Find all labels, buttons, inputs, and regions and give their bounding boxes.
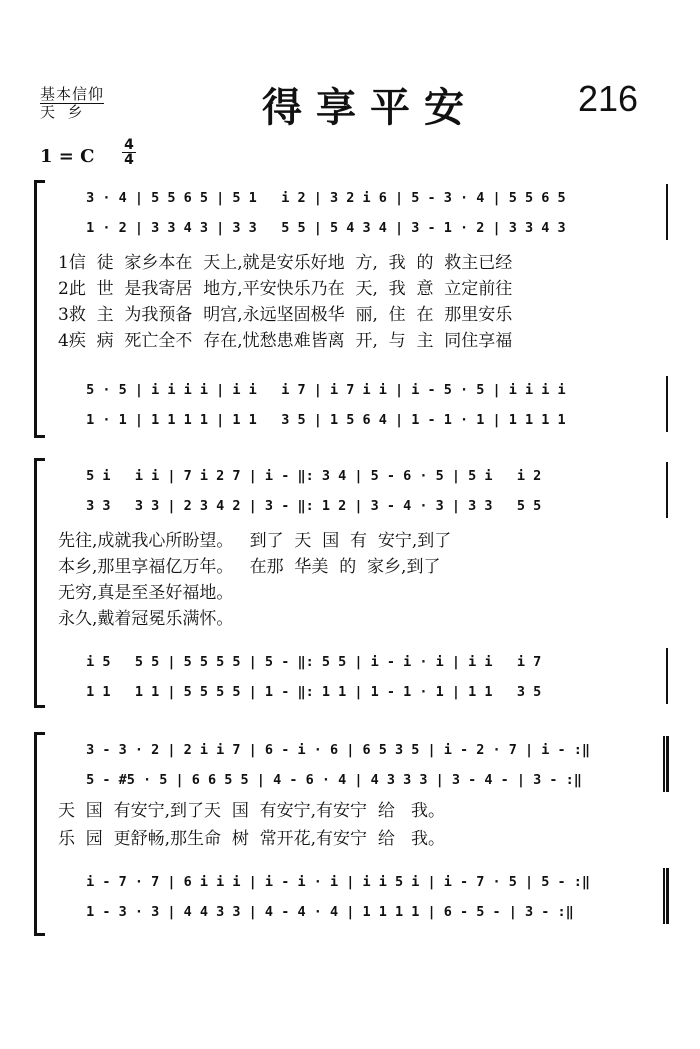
alto-line: 3 3 3 3 | 2 3 4 2 | 3 - ‖: 1 2 | 3 - 4 · 3 | 3 3 5 5 — [78, 498, 542, 514]
tenor-line: i 5 5 5 | 5 5 5 5 | 5 - ‖: 5 5 | i - i · i | i i i 7 — [78, 654, 542, 670]
lyric-verse-1: 先往,成就我心所盼望。 到了 天 国 有 安宁,到了 — [58, 531, 452, 551]
tune-name: 天 乡 — [40, 103, 84, 121]
time-denominator: 4 — [122, 152, 136, 167]
lyric-verse-4: 永久,戴着冠冕乐满怀。 — [58, 609, 234, 629]
time-signature — [122, 138, 136, 167]
tenor-line: i - 7 · 7 | 6 i i i | i - i · i | i i 5 i | i - 7 · 5 | 5 - :‖ — [78, 874, 591, 890]
lyric-verse-1: 1信 徒 家乡本在 天上,就是安乐好地 方, 我 的 救主已经 — [58, 253, 513, 273]
lyric-verse-2: 乐 园 更舒畅,那生命 树 常开花,有安宁 给 我。 — [58, 829, 446, 849]
alto-line: 5 - #5 · 5 | 6 6 5 5 | 4 - 6 · 4 | 4 3 3 3 | 3 - 4 - | 3 - :‖ — [78, 772, 582, 788]
score-system-1 — [34, 180, 667, 438]
category-label: 基本信仰 — [40, 85, 105, 103]
system-brace — [34, 180, 45, 438]
lyric-verse-4: 4疾 病 死亡全不 存在,忧愁患难皆离 开, 与 主 同住享福 — [58, 331, 513, 351]
lyric-verse-3: 3救 主 为我预备 明宫,永远坚固极华 丽, 住 在 那里安乐 — [58, 305, 513, 325]
melody-line: 3 · 4 | 5 5 6 5 | 5 1 i 2 | 3 2 i 6 | 5 - 3 · 4 | 5 5 6 5 — [78, 190, 566, 206]
melody-line: 3 - 3 · 2 | 2 i i 7 | 6 - i · 6 | 6 5 3 5 | i - 2 · 7 | i - :‖ — [78, 742, 591, 758]
time-numerator: 4 — [124, 137, 134, 153]
tenor-line: 5 · 5 | i i i i | i i i 7 | i 7 i i | i - 5 · 5 | i i i i — [78, 382, 566, 398]
lyric-verse-2: 2此 世 是我寄居 地方,平安快乐乃在 天, 我 意 立定前往 — [58, 279, 513, 299]
lyric-verse-2: 本乡,那里享福亿万年。 在那 华美 的 家乡,到了 — [58, 557, 441, 577]
lyric-verse-1: 天 国 有安宁,到了天 国 有安宁,有安宁 给 我。 — [58, 801, 446, 821]
bass-line: 1 1 1 1 | 5 5 5 5 | 1 - ‖: 1 1 | 1 - 1 · 1 | 1 1 3 5 — [78, 684, 542, 700]
hymn-number: 216 — [578, 78, 639, 119]
system-brace — [34, 458, 45, 708]
page-title: 得享平安 — [262, 84, 478, 131]
key-signature: 1 = C — [40, 146, 95, 167]
score-system-3 — [34, 732, 667, 936]
hymn-category — [40, 86, 104, 120]
system-brace — [34, 732, 45, 936]
lyric-verse-3: 无穷,真是至圣好福地。 — [58, 583, 234, 603]
bass-line: 1 - 3 · 3 | 4 4 3 3 | 4 - 4 · 4 | 1 1 1 1 | 6 - 5 - | 3 - :‖ — [78, 904, 574, 920]
melody-line: 5 i i i | 7 i 2 7 | i - ‖: 3 4 | 5 - 6 · 5 | 5 i i 2 — [78, 468, 542, 484]
alto-line: 1 · 2 | 3 3 4 3 | 3 3 5 5 | 5 4 3 4 | 3 - 1 · 2 | 3 3 4 3 — [78, 220, 566, 236]
score-system-2 — [34, 458, 667, 708]
bass-line: 1 · 1 | 1 1 1 1 | 1 1 3 5 | 1 5 6 4 | 1 - 1 · 1 | 1 1 1 1 — [78, 412, 566, 428]
